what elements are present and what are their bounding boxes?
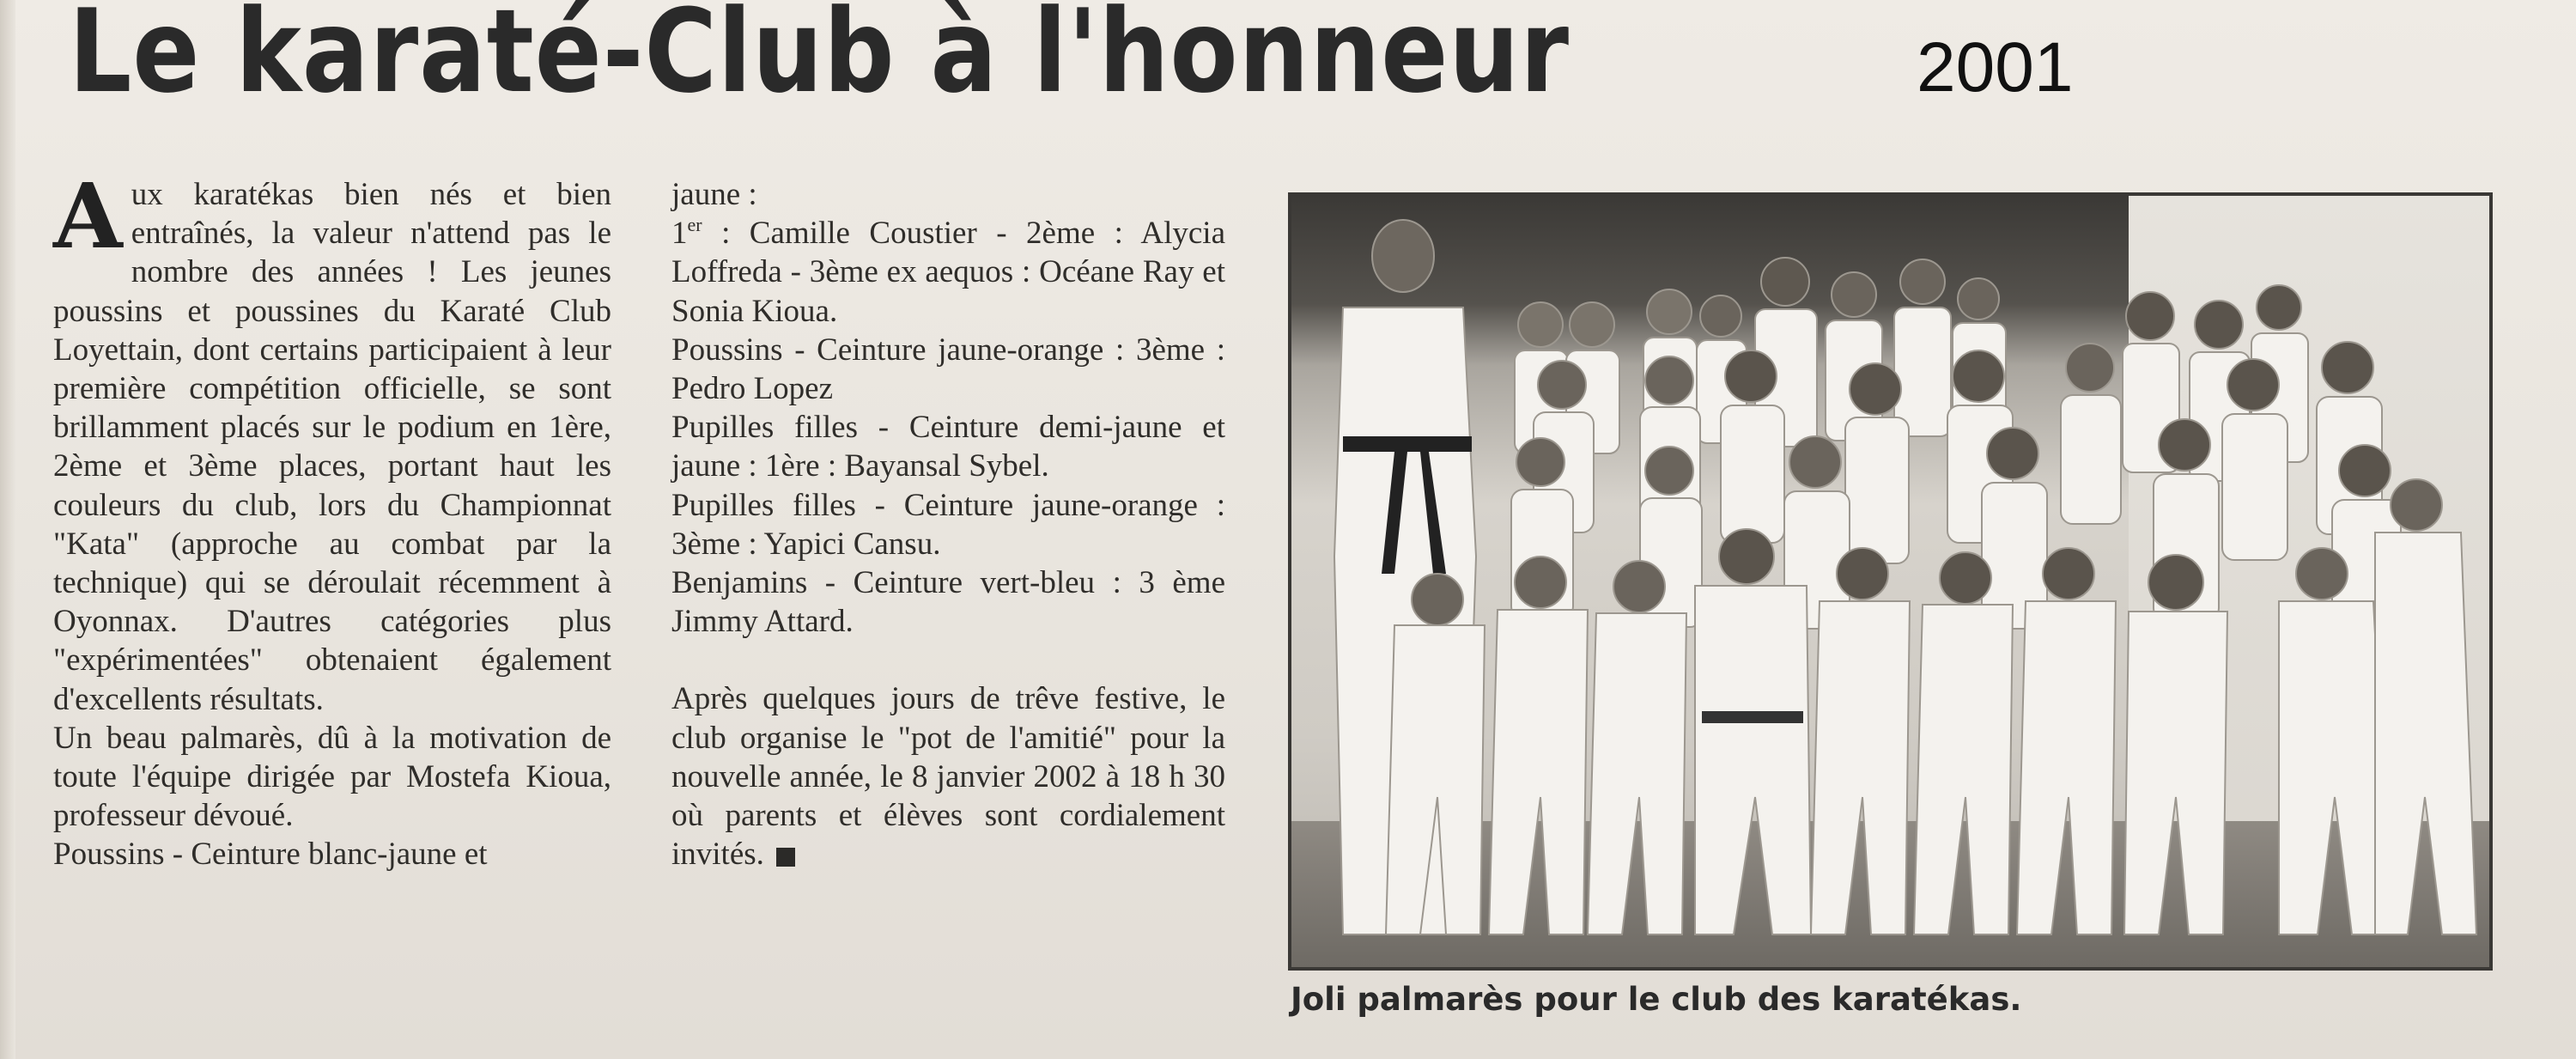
results-benjamins: Benjamins - Ceinture vert-bleu : 3 ème Jimmy Attard. (671, 565, 1225, 640)
group-photo (1288, 192, 2493, 971)
intro-text: ux karatékas bien nés et bien entraînés, la valeur n'attend pas le nombre des années ! Les jeunes poussins et poussines du Karaté Club Loyettain, dont certains participaient à leur première compétition officielle, se sont brillamment placés sur le podium en 1ère, 2ème et 3ème places, portant haut les couleurs du club, lors du Championnat "Kata" (approche au combat par la technique) qui se déroulait récemment à Oyonnax. D'autres catégories plus "expérimentées" obtenaient également d'excellents résultats. (53, 177, 611, 717)
karatekas-group-illustration (1291, 196, 2489, 967)
closing-paragraph: Après quelques jours de trêve festive, le club organise le "pot de l'amitié" pour la nouvelle année, le 8 janvier 2002 à 18 h 30 où parents et élèves sont cordialement invités. (671, 681, 1225, 873)
results-pupilles-jaune-orange: Pupilles filles - Ceinture jaune-orange : 3ème : Yapici Cansu. (671, 487, 1225, 562)
drop-cap: A (53, 163, 123, 269)
year-annotation: 2001 (1917, 28, 2074, 107)
results-continuation: jaune : (671, 177, 757, 212)
end-of-article-mark (776, 848, 795, 867)
results-poussins-jaune-orange: Poussins - Ceinture jaune-orange : 3ème : Pedro Lopez (671, 332, 1225, 407)
intro-paragraph (53, 163, 611, 719)
results-pupilles-demi-jaune: Pupilles filles - Ceinture demi-jaune et jaune : 1ère : Bayansal Sybel. (671, 410, 1225, 484)
results-poussins-blanc-jaune: 1er : Camille Coustier - 2ème : Alycia Loffreda - 3ème ex aequos : Océane Ray et Sonia Kioua. (671, 214, 1225, 329)
results-start-paragraph: Poussins - Ceinture blanc-jaune et (53, 837, 488, 873)
palmares-paragraph: Un beau palmarès, dû à la motivation de toute l'équipe dirigée par Mostefa Kioua, professeur dévoué. (53, 720, 611, 834)
headline: Le karaté-Club à l'honneur (69, 0, 1570, 119)
photo-caption: Joli palmarès pour le club des karatékas. (1291, 981, 2022, 1018)
paragraph-gap (671, 641, 1225, 679)
page-edge (0, 0, 15, 1059)
article-column-1 (53, 163, 611, 874)
article-column-2 (671, 175, 1225, 873)
